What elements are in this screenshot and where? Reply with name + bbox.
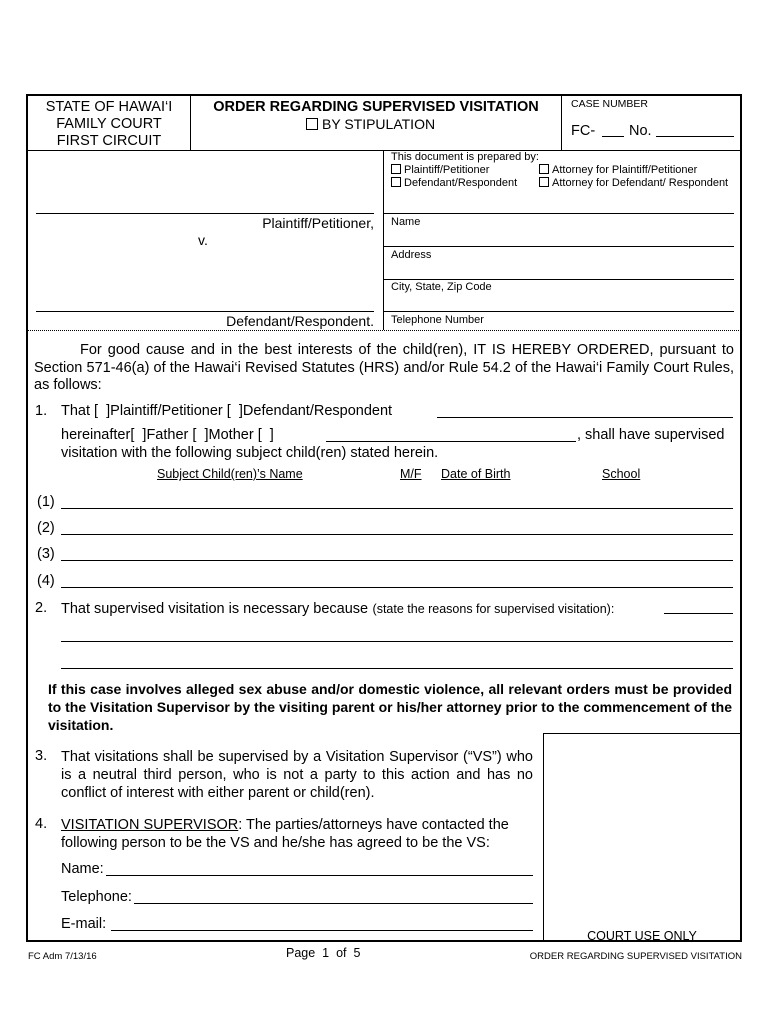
no-label: No. [629, 123, 652, 139]
item-3-number: 3. [35, 748, 48, 764]
fc-input-line[interactable] [602, 136, 624, 137]
defendant-name-line[interactable] [36, 311, 374, 312]
court-line-3: FIRST CIRCUIT [56, 133, 162, 149]
preparer-option-attorney-plaintiff[interactable]: Attorney for Plaintiff/Petitioner [539, 164, 697, 176]
item-2-text: That supervised visitation is necessary because (state the reasons for supervised visitation): [61, 601, 615, 617]
item-1-line-1: That [ ]Plaintiff/Petitioner [ ]Defendant/Respondent [61, 403, 393, 419]
plaintiff-name-line[interactable] [36, 213, 374, 214]
preparer-option-defendant[interactable]: Defendant/Respondent [391, 177, 517, 189]
preparer-option-plaintiff[interactable]: Plaintiff/Petitioner [391, 164, 489, 176]
form-id: FC Adm 7/13/16 [28, 951, 97, 962]
caption-bottom-rule [27, 330, 741, 331]
abuse-notice: If this case involves alleged sex abuse and/or domestic violence, all relevant orders must be provided to the Visitation Supervisor by the visiting parent or his/her attorney prior to the commencement of the visitation. [48, 681, 732, 733]
item-2-reason-line-1[interactable] [664, 613, 733, 614]
child-header-dob: Date of Birth [441, 467, 511, 481]
child-header-school: School [602, 467, 641, 481]
stipulation-label: BY STIPULATION [322, 116, 436, 132]
item-1-line-2: hereinafter[ ]Father [ ]Mother [ ] [61, 427, 274, 443]
case-number-label: CASE NUMBER [571, 98, 649, 110]
child-row-3-line[interactable] [61, 560, 733, 561]
preparer-checkbox[interactable] [391, 177, 401, 187]
contact-address-line[interactable] [384, 279, 734, 280]
plaintiff-bracket-checkbox[interactable]: [ ] [94, 403, 111, 419]
stipulation-checkbox[interactable] [306, 118, 318, 130]
item-4-text: VISITATION SUPERVISOR: The parties/attorneys have contacted the following person to be the VS and he/she has agreed to be the VS: [61, 817, 509, 851]
preparer-checkbox[interactable] [539, 164, 549, 174]
preparer-checkbox[interactable] [391, 164, 401, 174]
versus-label: v. [198, 232, 208, 248]
fc-label: FC- [571, 123, 596, 139]
header-divider-left [190, 95, 191, 151]
child-row-1-line[interactable] [61, 508, 733, 509]
document-title: ORDER REGARDING SUPERVISED VISITATION [213, 99, 539, 115]
intro-paragraph: For good cause and in the best interests of the child(ren), IT IS HEREBY ORDERED, pursuant to Section 571-46(a) of the Hawai‘i Revised Statutes (HRS) and/or Rule 54.2 of the Hawai‘i Family Court Rules, as follows: [34, 342, 734, 393]
item-2-reason-line-2[interactable] [61, 641, 733, 642]
preparer-checkbox[interactable] [539, 177, 549, 187]
item-1-line-3: visitation with the following subject child(ren) stated herein. [61, 445, 439, 461]
preparer-option-attorney-defendant[interactable]: Attorney for Defendant/ Respondent [539, 177, 728, 189]
child-header-gender: M/F [400, 467, 422, 481]
vs-name-label: Name: [61, 861, 104, 877]
item-2-number: 2. [35, 600, 48, 616]
child-row-2-line[interactable] [61, 534, 733, 535]
child-row-4-line[interactable] [61, 587, 733, 588]
item-2-reason-line-3[interactable] [61, 668, 733, 669]
contact-name-label: Name [391, 216, 421, 228]
court-line-2: FAMILY COURT [56, 116, 162, 132]
item-4-number: 4. [35, 816, 48, 832]
case-no-input-line[interactable] [656, 136, 734, 137]
contact-city-label: City, State, Zip Code [391, 281, 492, 293]
other-bracket-checkbox[interactable]: [ ] [257, 427, 274, 443]
vs-phone-label: Telephone: [61, 889, 132, 905]
contact-city-line[interactable] [384, 311, 734, 312]
header-bottom-rule [27, 150, 741, 151]
child-row-3-label: (3) [37, 546, 55, 562]
item-3-text: That visitations shall be supervised by a Visitation Supervisor (“VS”) who is a neutral third person, who is not a party to this action and has no conflict of interest with either parent or child(ren). [61, 749, 533, 801]
child-header-name: Subject Child(ren)’s Name [157, 467, 303, 481]
vs-email-line[interactable] [111, 930, 533, 931]
item-1-other-line[interactable] [326, 441, 576, 442]
child-row-1-label: (1) [37, 494, 55, 510]
footer-title: ORDER REGARDING SUPERVISED VISITATION [529, 951, 742, 962]
child-row-4-label: (4) [37, 573, 55, 589]
item-1-number: 1. [35, 403, 48, 419]
page-number: Page 1 of 5 [286, 946, 361, 960]
contact-phone-label: Telephone Number [391, 314, 484, 326]
court-use-label: COURT USE ONLY [587, 929, 697, 943]
contact-name-line[interactable] [384, 246, 734, 247]
preparer-label: This document is prepared by: [391, 151, 539, 163]
contact-rule [384, 213, 734, 214]
vs-name-line[interactable] [106, 875, 533, 876]
visitation-supervisor-heading: VISITATION SUPERVISOR [61, 817, 239, 833]
father-bracket-checkbox[interactable]: [ ] [130, 427, 147, 443]
court-line-1: STATE OF HAWAI‘I [45, 99, 173, 115]
contact-column-divider [383, 150, 384, 330]
header-divider-right [561, 95, 562, 151]
item-1-shall-text: , shall have supervised [577, 427, 725, 443]
stipulation-option[interactable] [306, 116, 435, 132]
court-name [28, 99, 190, 150]
court-use-box [543, 733, 741, 941]
defendant-bracket-checkbox[interactable]: [ ] [226, 403, 243, 419]
vs-phone-line[interactable] [134, 903, 533, 904]
vs-email-label: E-mail: [61, 916, 107, 932]
plaintiff-label: Plaintiff/Petitioner, [262, 215, 374, 231]
contact-address-label: Address [391, 249, 432, 261]
child-row-2-label: (2) [37, 520, 55, 536]
mother-bracket-checkbox[interactable]: [ ] [192, 427, 209, 443]
defendant-label: Defendant/Respondent. [226, 313, 374, 329]
item-1-party-line[interactable] [437, 417, 733, 418]
